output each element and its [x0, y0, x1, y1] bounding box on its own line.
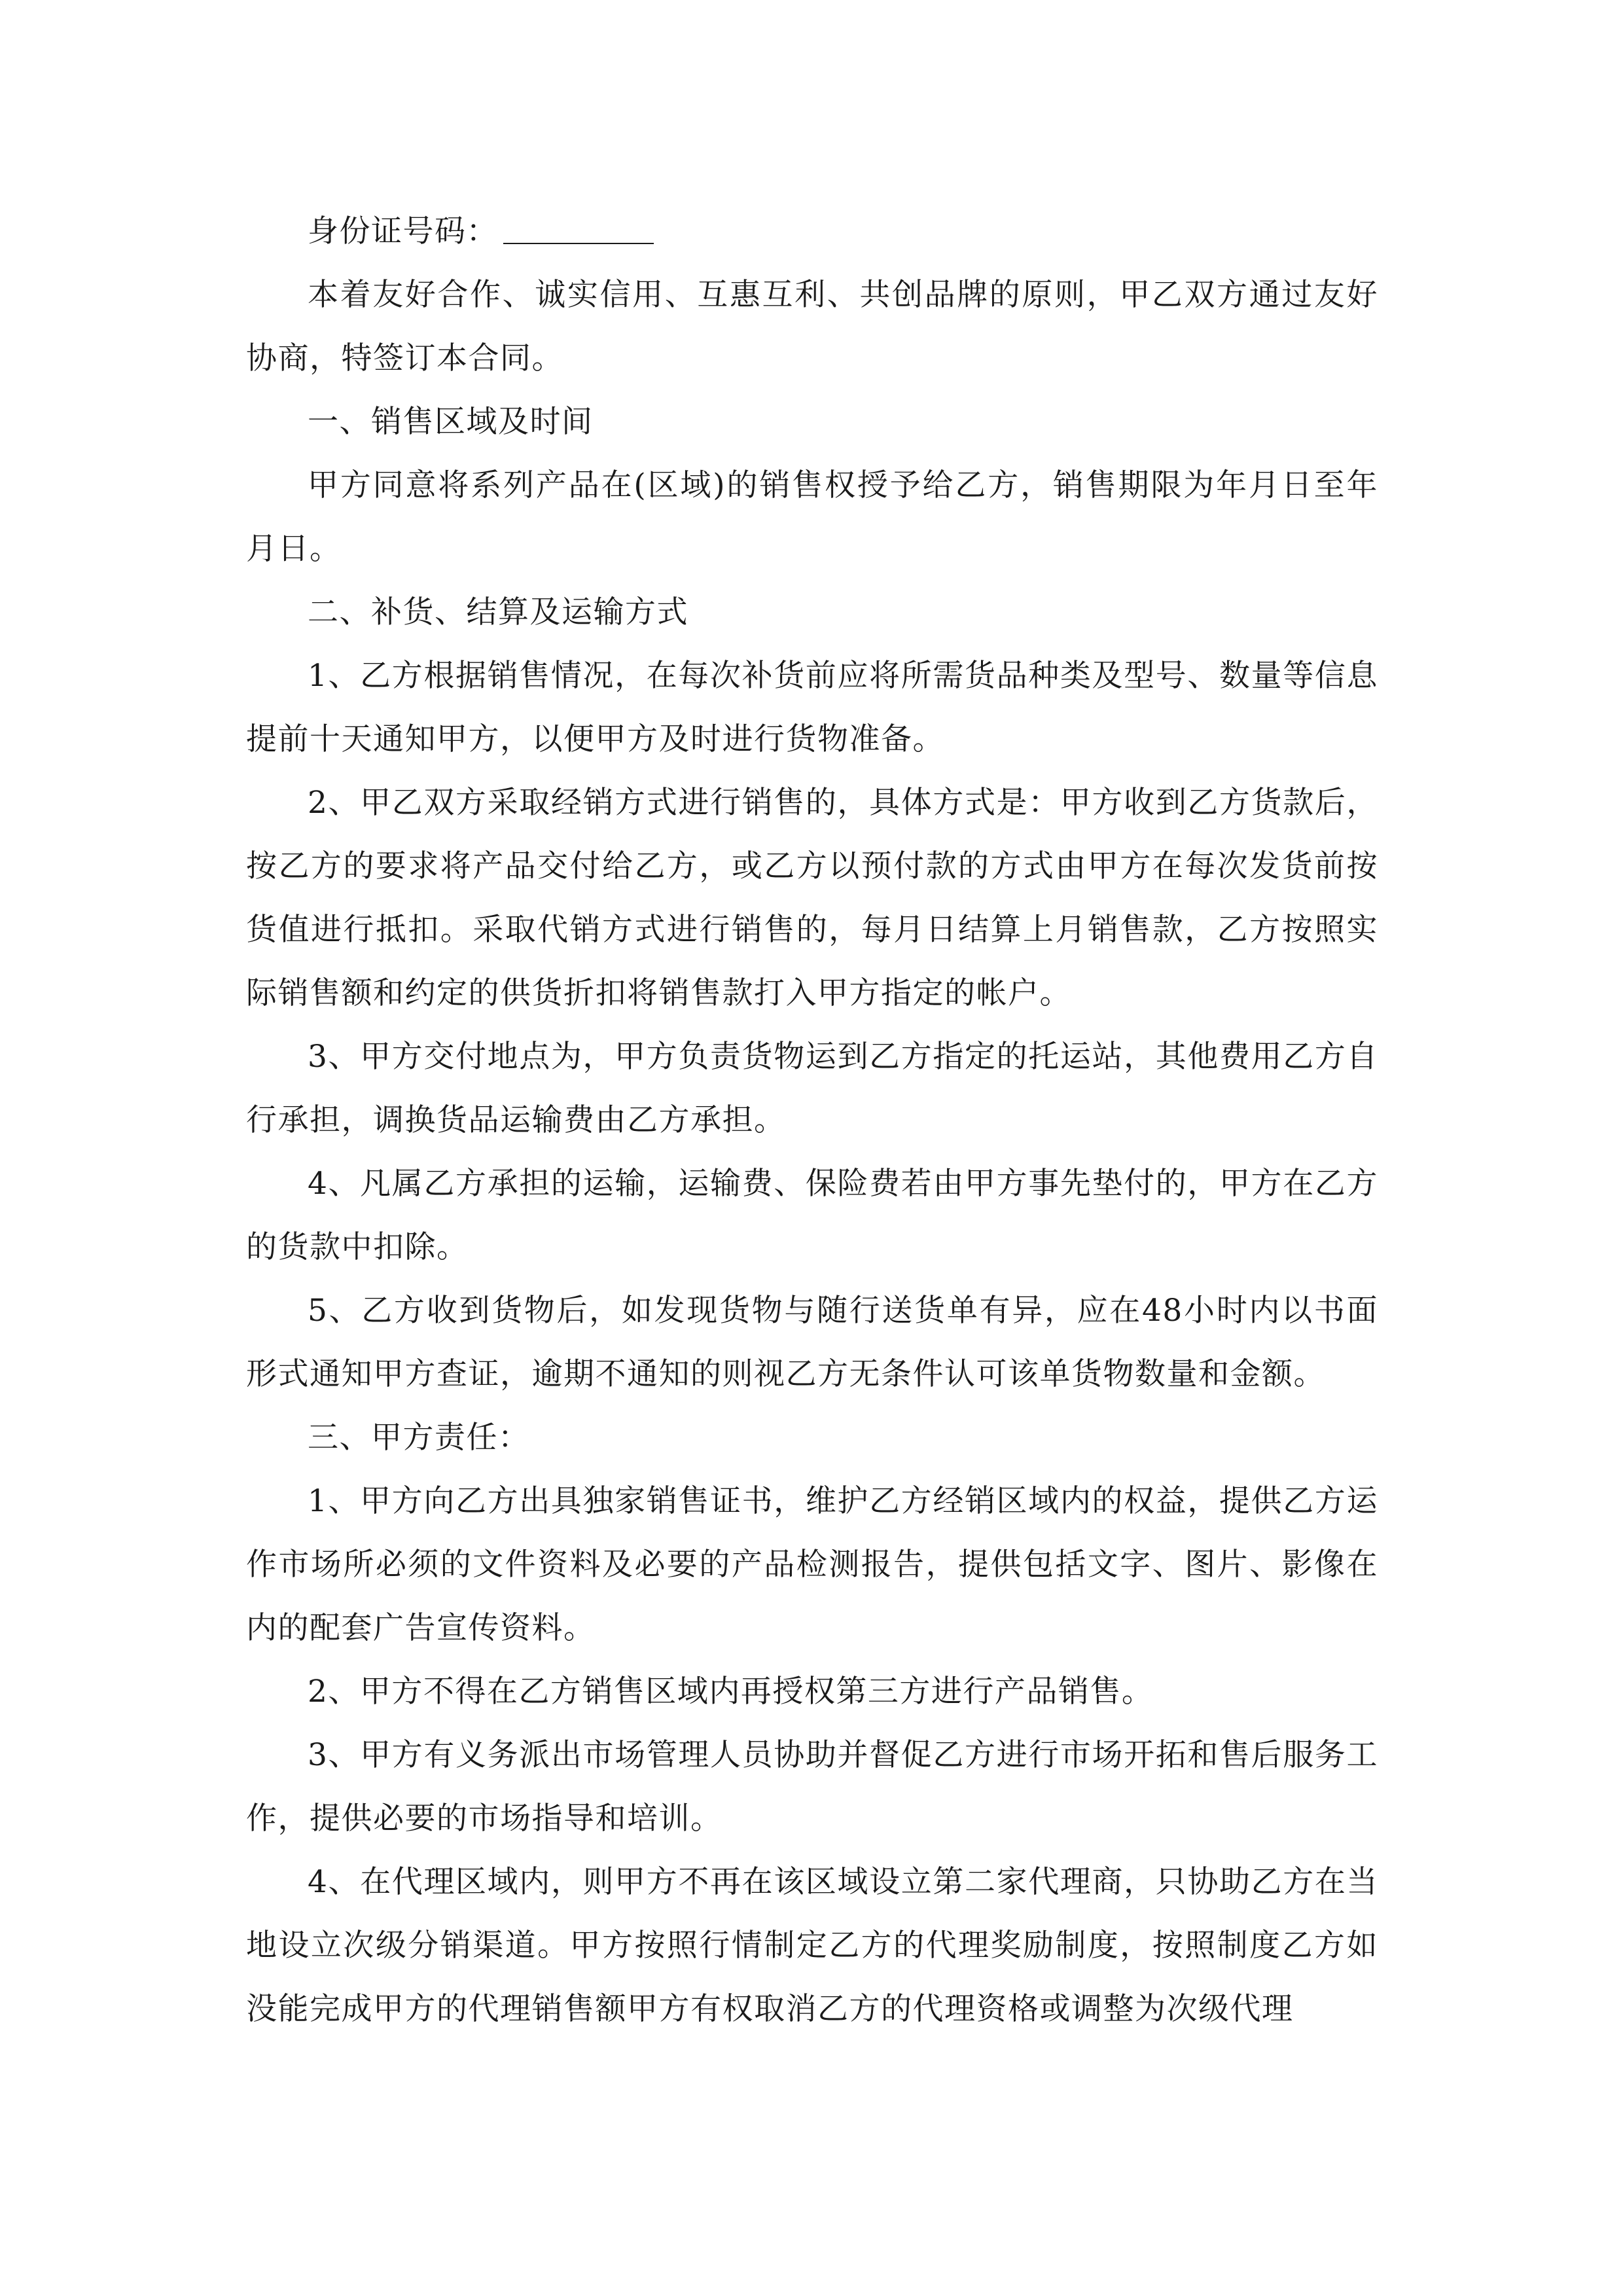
paragraph-restock-4: 4、凡属乙方承担的运输，运输费、保险费若由甲方事先垫付的，甲方在乙方的货款中扣除。 [246, 1166, 1378, 1265]
paragraph-intro: 本着友好合作、诚实信用、互惠互利、共创品牌的原则，甲乙双方通过友好协商，特签订本合同。 [246, 277, 1378, 376]
paragraph-restock-5: 5、乙方收到货物后，如发现货物与随行送货单有异，应在48小时内以书面形式通知甲方查证，逾期不通知的则视乙方无条件认可该单货物数量和金额。 [246, 1293, 1378, 1392]
contract-body [246, 200, 1378, 2041]
id-number-line [246, 200, 1378, 263]
paragraph-party-a-4: 4、在代理区域内，则甲方不再在该区域设立第二家代理商，只协助乙方在当地设立次级分销渠道。甲方按照行情制定乙方的代理奖励制度，按照制度乙方如没能完成甲方的代理销售额甲方有权取消乙方的代理资格或调整为次级代理 [246, 1864, 1378, 2027]
section-heading-restock: 二、补货、结算及运输方式 [308, 594, 688, 630]
paragraph-party-a-3: 3、甲方有义务派出市场管理人员协助并督促乙方进行市场开拓和售后服务工作，提供必要的市场指导和培训。 [246, 1737, 1378, 1837]
section-heading-sales-area: 一、销售区域及时间 [308, 404, 594, 440]
paragraph-party-a-2: 2、甲方不得在乙方销售区域内再授权第三方进行产品销售。 [308, 1674, 1154, 1710]
paragraph-restock-2: 2、甲乙双方采取经销方式进行销售的，具体方式是：甲方收到乙方货款后，按乙方的要求将产品交付给乙方，或乙方以预付款的方式由甲方在每次发货前按货值进行抵扣。采取代销方式进行销售的，每月日结算上月销售款，乙方按照实际销售额和约定的供货折扣将销售款打入甲方指定的帐户。 [246, 785, 1378, 1011]
id-number-label: 身份证号码： [308, 213, 498, 249]
id-number-blank [503, 217, 654, 244]
paragraph-party-a-1: 1、甲方向乙方出具独家销售证书，维护乙方经销区域内的权益，提供乙方运作市场所必须的文件资料及必要的产品检测报告，提供包括文字、图片、影像在内的配套广告宣传资料。 [246, 1483, 1378, 1646]
paragraph-restock-3: 3、甲方交付地点为，甲方负责货物运到乙方指定的托运站，其他费用乙方自行承担，调换货品运输费由乙方承担。 [246, 1039, 1378, 1138]
section-heading-party-a: 三、甲方责任： [308, 1420, 530, 1456]
paragraph-restock-1: 1、乙方根据销售情况，在每次补货前应将所需货品种类及型号、数量等信息提前十天通知甲方，以便甲方及时进行货物准备。 [246, 658, 1378, 757]
paragraph-sales-area: 甲方同意将系列产品在(区域)的销售权授予给乙方，销售期限为年月日至年月日。 [246, 467, 1378, 567]
